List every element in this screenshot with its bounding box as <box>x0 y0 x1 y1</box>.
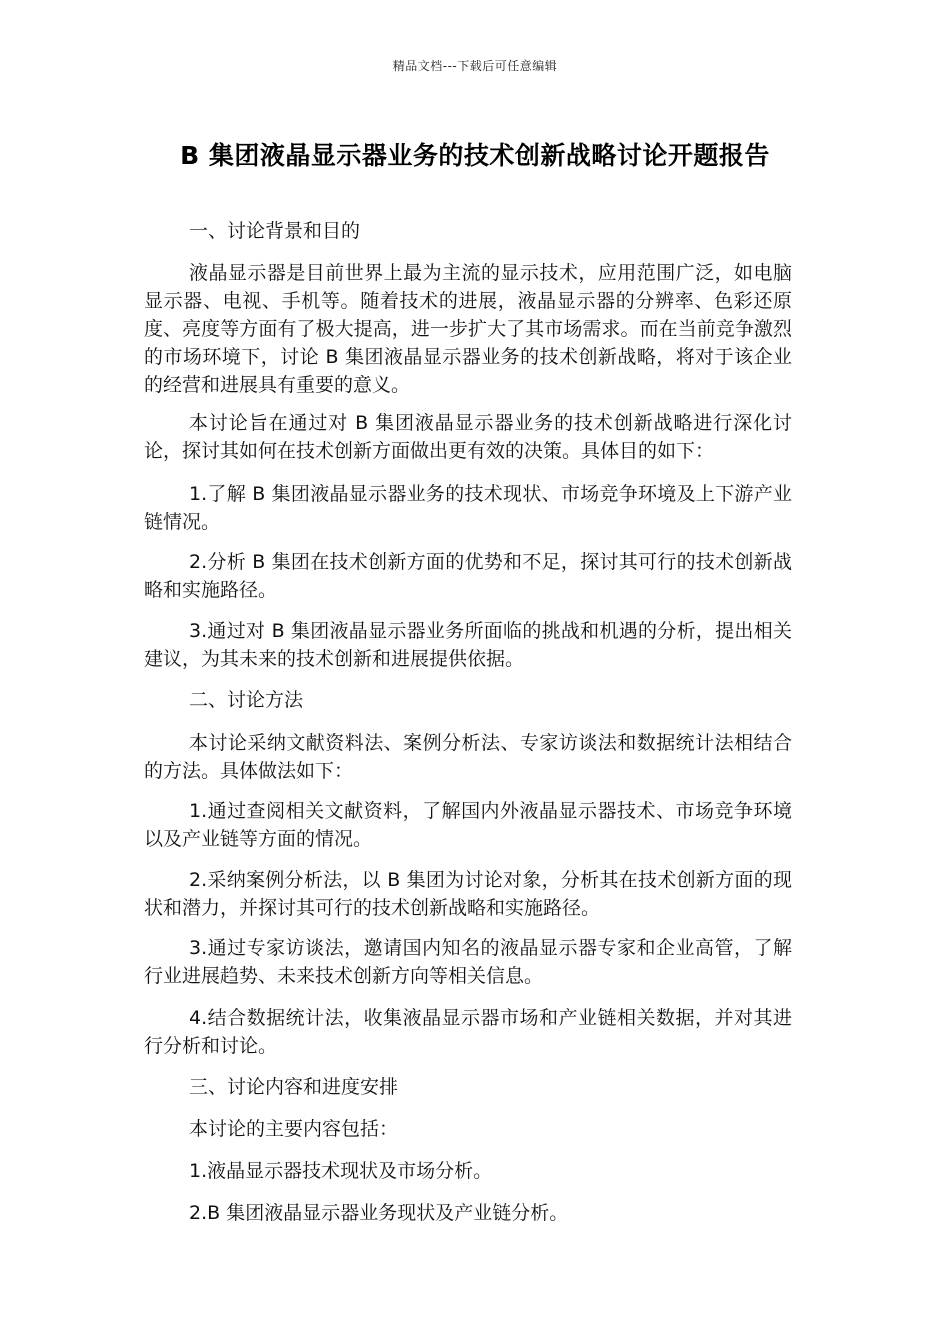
section-heading-content: 三、讨论内容和进度安排 <box>189 1076 399 1098</box>
method-item-2: 2.采纳案例分析法，以 B 集团为讨论对象，分析其在技术创新方面的现状和潜力，并探讨其可行的技术创新战略和实施路径。 <box>144 869 792 919</box>
paragraph-method-intro: 本讨论采纳文献资料法、案例分析法、专家访谈法和数据统计法相结合的方法。具体做法如下： <box>144 732 792 782</box>
section-heading-background: 一、讨论背景和目的 <box>189 220 361 242</box>
section-heading-method: 二、讨论方法 <box>189 689 304 711</box>
paragraph-background: 液晶显示器是目前世界上最为主流的显示技术，应用范围广泛，如电脑显示器、电视、手机等。随着技术的进展，液晶显示器的分辨率、色彩还原度、亮度等方面有了极大提高，进一步扩大了其市场需求。而在当前竞争激烈的市场环境下，讨论 B 集团液晶显示器业务的技术创新战略，将对于该企业的经营和进展具有重要的意义。 <box>144 262 792 396</box>
header-note: 精品文档---下载后可任意编辑 <box>392 59 558 73</box>
purpose-item-1: 1.了解 B 集团液晶显示器业务的技术现状、市场竞争环境及上下游产业链情况。 <box>144 483 792 533</box>
content-item-1: 1.液晶显示器技术现状及市场分析。 <box>189 1160 493 1182</box>
purpose-item-3: 3.通过对 B 集团液晶显示器业务所面临的挑战和机遇的分析，提出相关建议，为其未来的技术创新和进展提供依据。 <box>144 620 792 670</box>
method-item-1: 1.通过查阅相关文献资料，了解国内外液晶显示器技术、市场竞争环境以及产业链等方面的情况。 <box>144 800 792 850</box>
document-title: B 集团液晶显示器业务的技术创新战略讨论开题报告 <box>180 141 770 170</box>
purpose-item-2: 2.分析 B 集团在技术创新方面的优势和不足，探讨其可行的技术创新战略和实施路径。 <box>144 551 792 601</box>
method-item-4: 4.结合数据统计法，收集液晶显示器市场和产业链相关数据，并对其进行分析和讨论。 <box>144 1007 792 1057</box>
content-item-2: 2.B 集团液晶显示器业务现状及产业链分析。 <box>189 1202 569 1224</box>
paragraph-purpose-intro: 本讨论旨在通过对 B 集团液晶显示器业务的技术创新战略进行深化讨论，探讨其如何在技术创新方面做出更有效的决策。具体目的如下： <box>144 412 792 462</box>
method-item-3: 3.通过专家访谈法，邀请国内知名的液晶显示器专家和企业高管，了解行业进展趋势、未来技术创新方向等相关信息。 <box>144 937 792 987</box>
paragraph-content-intro: 本讨论的主要内容包括： <box>189 1118 399 1140</box>
